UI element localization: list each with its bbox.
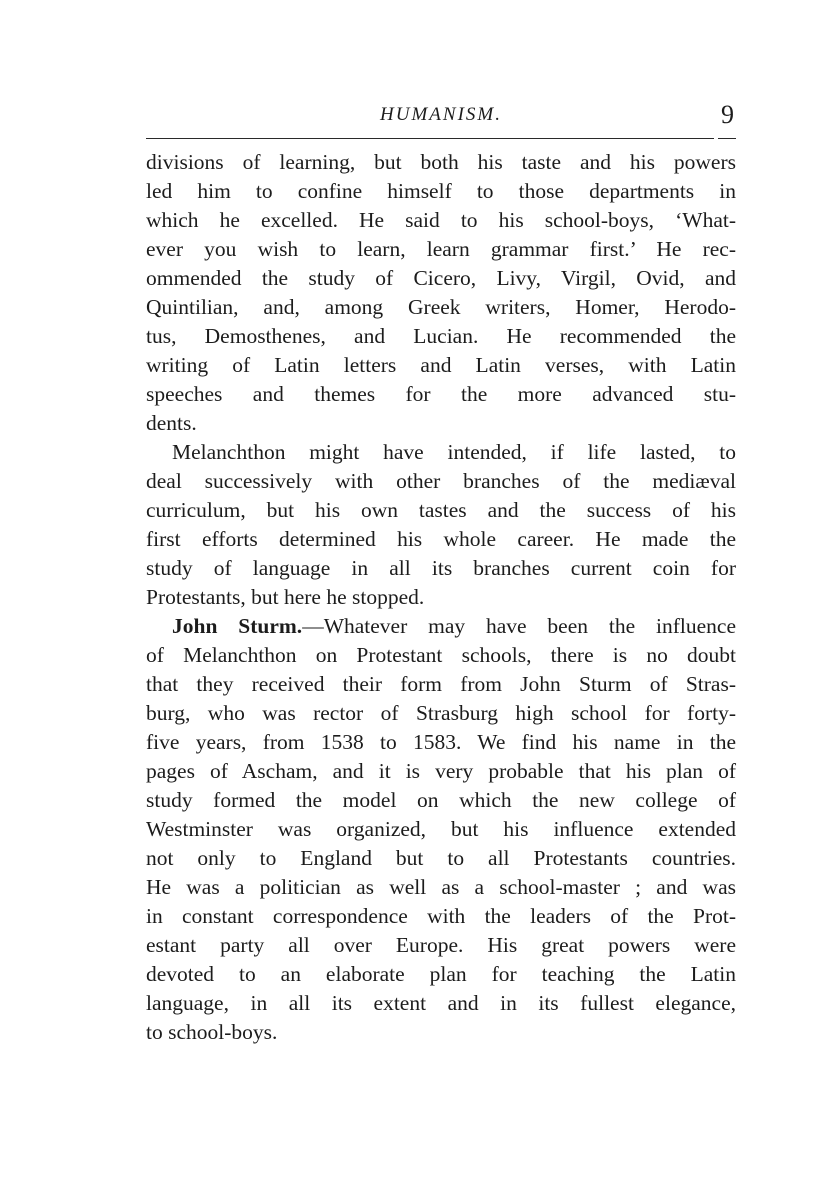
text-line: speeches and themes for the more advanced stu- [146, 382, 736, 406]
text-line: of Melanchthon on Protestant schools, there is no doubt [146, 643, 736, 667]
text-line [146, 206, 736, 235]
text-line: burg, who was rector of Strasburg high school for forty- [146, 701, 736, 725]
text-line: not only to England but to all Protestants countries. [146, 846, 736, 870]
text-line: that they received their form from John Sturm of Stras- [146, 672, 736, 696]
text-line: in constant correspondence with the leaders of the Prot- [146, 904, 736, 928]
text-line: ommended the study of Cicero, Livy, Virgil, Ovid, and [146, 266, 736, 290]
paragraph-1 [146, 148, 736, 438]
text-line: divisions of learning, but both his taste and his powers [146, 150, 736, 174]
text-line: pages of Ascham, and it is very probable that his plan of [146, 759, 736, 783]
text-line: He was a politician as well as a school-master ; and was [146, 875, 736, 899]
run-in-heading: John Sturm. [172, 614, 303, 638]
text-line: estant party all over Europe. His great powers were [146, 933, 736, 957]
text-line-visible: which he excelled. He said to his school-boys, ‘What- [146, 208, 736, 232]
header-rule-tail [718, 138, 736, 139]
text-line-rest: —Whatever may have been the influence [302, 614, 736, 638]
text-line: Quintilian, and, among Greek writers, Homer, Herodo- [146, 295, 736, 319]
text-line: study formed the model on which the new college of [146, 788, 736, 812]
body-text [146, 148, 736, 1047]
text-line: curriculum, but his own tastes and the success of his [146, 498, 736, 522]
text-line: Westminster was organized, but his influence extended [146, 817, 736, 841]
text-line [146, 612, 736, 641]
text-line: deal successively with other branches of the mediæval [146, 469, 736, 493]
running-title: HUMANISM. [380, 104, 502, 125]
text-line: devoted to an elaborate plan for teaching the Latin [146, 962, 736, 986]
text-line: dents. [146, 411, 197, 435]
text-line: writing of Latin letters and Latin verses, with Latin [146, 353, 736, 377]
page-number: 9 [721, 100, 734, 129]
text-line: first efforts determined his whole career. He made the [146, 527, 736, 551]
text-line: ever you wish to learn, learn grammar first.’ He rec- [146, 237, 736, 261]
header-rule [146, 138, 714, 139]
text-line: language, in all its extent and in its fullest elegance, [146, 991, 736, 1015]
running-head [146, 100, 736, 136]
text-line: five years, from 1538 to 1583. We find his name in the [146, 730, 736, 754]
paragraph-2 [146, 438, 736, 612]
text-line: Melanchthon might have intended, if life lasted, to [172, 440, 736, 464]
paragraph-3 [146, 612, 736, 1047]
text-line: study of language in all its branches current coin for [146, 556, 736, 580]
text-line: Protestants, but here he stopped. [146, 585, 425, 609]
text-line: to school-boys. [146, 1020, 278, 1044]
text-line: led him to confine himself to those departments in [146, 179, 736, 203]
text-line: tus, Demosthenes, and Lucian. He recommended the [146, 324, 736, 348]
